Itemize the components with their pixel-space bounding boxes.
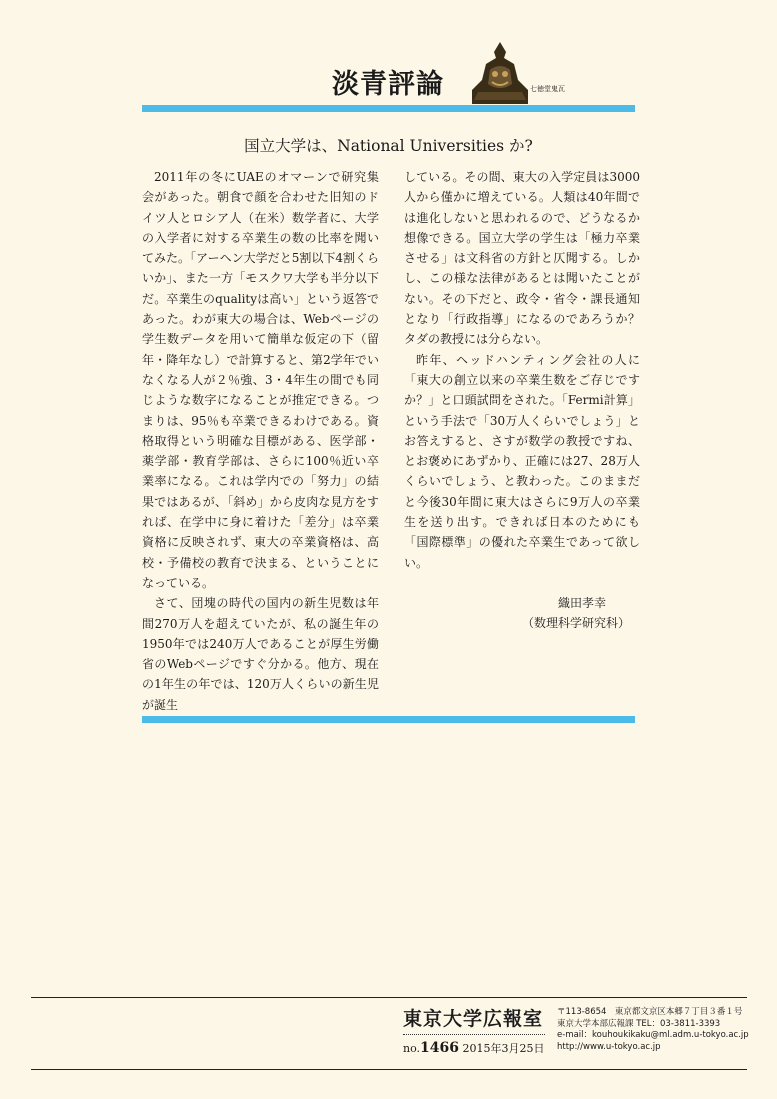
top-accent-rule [142, 105, 635, 112]
article-column-left [142, 167, 379, 715]
footer-divider-top [31, 997, 747, 998]
address: 〒113-8654 東京都文京区本郷７丁目３番１号 [557, 1007, 743, 1017]
author-name: 織田孝幸 [557, 595, 606, 610]
article-column-right [404, 167, 653, 634]
paragraph: している。その間、東大の入学定員は3000人から僅かに増えている。人類は40年間では進化しないと思われるので、どうなるか想像できる。国立大学の学生は「極力卒業させる」は文科省の方針と仄聞する。しかし、この様な法律があるとは聞いたことがない。その下だと、政令・省令・課長通知となり「行政指導」になるのであろうか？ タダの教授には分らない。 [404, 170, 653, 347]
footer-divider-bottom [31, 1069, 747, 1070]
paragraph: さて、団塊の時代の国内の新生児数は年間270万人を超えていたが、私の誕生年の1950年では240万人であることが厚生労働省のWebページですぐ分かる。他方、現在の1年生の年では、120万人くらいの新生児が誕生 [142, 596, 379, 712]
onigawara-roof-tile-icon [470, 40, 530, 104]
paragraph: 昨年、ヘッドハンティング会社の人に「東大の創立以来の卒業生数をご存じですか？」と口頭試問をされた。「Fermi計算」という手法で「30万人くらいでしょう」とお答えすると、さすが数学の教授ですね、とお褒めにあずかり、正確には27、28万人くらいでしょう、と教わった。このままだと今後30年間に東大はさらに9万人の卒業生を送り出す。できれば日本のためにも「国際標準」の優れた卒業生であって欲しい。 [404, 352, 640, 570]
ornament-caption: 七徳堂鬼瓦 [530, 85, 565, 93]
office-name: 東京大学広報室 [403, 1008, 544, 1030]
dotted-divider [403, 1034, 545, 1035]
issue-line [403, 1040, 544, 1056]
website-link[interactable]: http://www.u-tokyo.ac.jp [557, 1041, 661, 1052]
contact-info [557, 1007, 749, 1053]
article-title: 国立大学は、National Universities か? [244, 137, 533, 155]
department-tel: 東京大学本部広報課 TEL：03-3811-3393 [557, 1018, 721, 1029]
paragraph: 2011年の冬にUAEのオマーンで研究集会があった。朝食で顔を合わせた旧知のドイツ人とロシア人（在米）数学者に、大学の入学者に対する卒業生の数の比率を聞いてみた。「アーヘン大学だと5割以下4割くらいか」、また一方「モスクワ大学も半分以下だ。卒業生のqualityは高い」という返答であった。わが東大の場合は、Webページの学生数データを用いて簡単な仮定の下（留年・降年なし）で計算すると、第2学年でいなくなる人が２％強、3・4年生の間でも同じような数字になることが推定できる。つまりは、95％も卒業できるわけである。資格取得という明確な目標がある、医学部・薬学部・教育学部は、さらに100％近い卒業率になる。これは学内での「努力」の結果ではあるが、「斜め」から皮肉な見方をすれば、在学中に身に着けた「差分」は卒業資格に反映されず、東大の卒業資格は、高校・予備校の教育で決まる、ということになっている。 [142, 170, 379, 590]
author-affiliation: （数理科学研究科） [521, 616, 630, 631]
column-title: 淡青評論 [332, 69, 444, 100]
issue-prefix: no. [403, 1042, 421, 1055]
issue-number: 1466 [420, 1040, 459, 1056]
bottom-accent-rule [142, 716, 635, 723]
issue-date: 2015年3月25日 [462, 1042, 545, 1055]
email-link[interactable]: e-mail：kouhoukikaku@ml.adm.u-tokyo.ac.jp [557, 1030, 749, 1040]
